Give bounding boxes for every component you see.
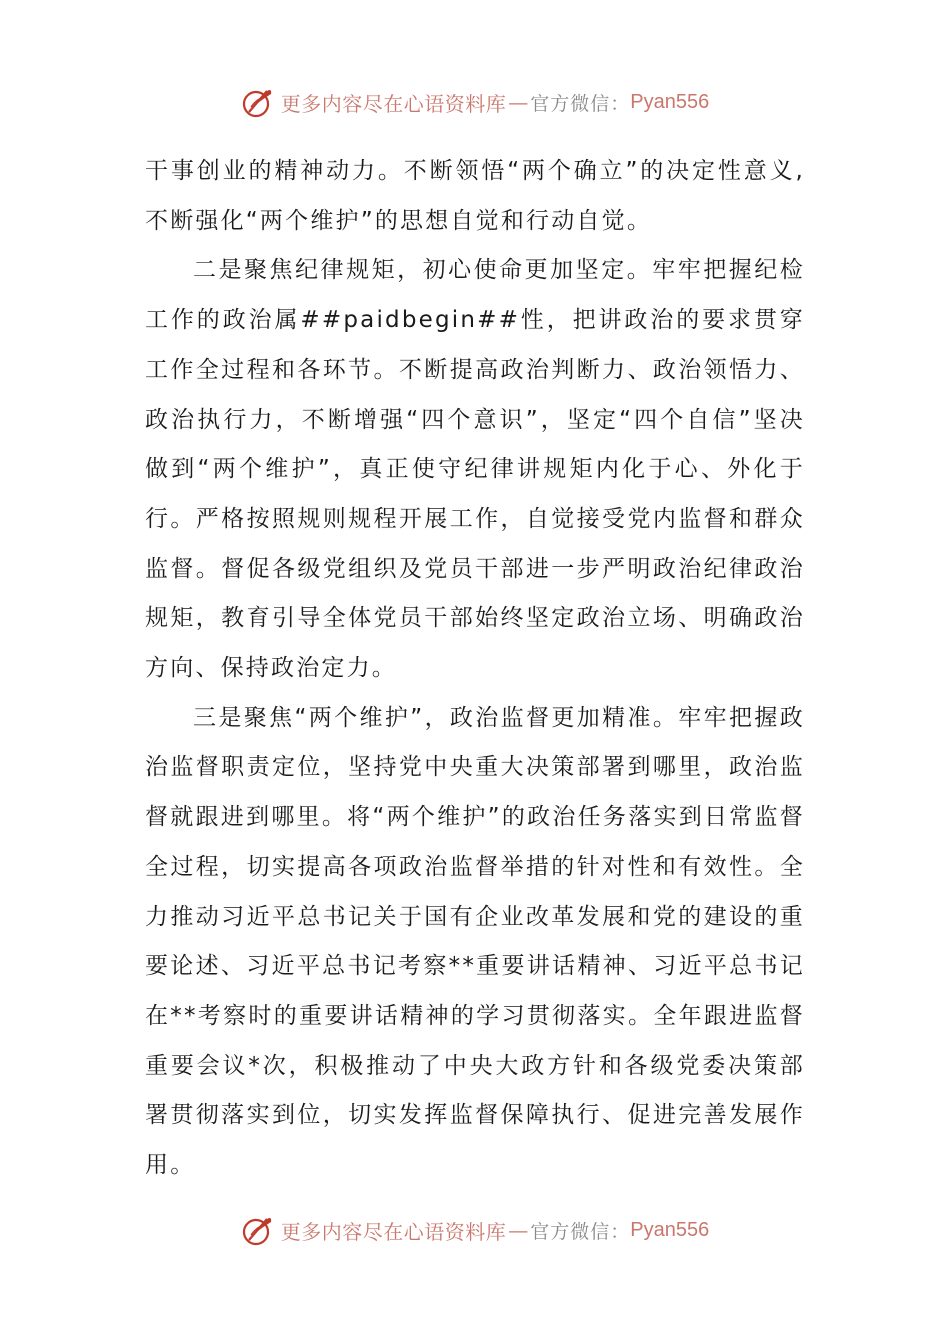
paragraph-2: 二是聚焦纪律规矩，初心使命更加坚定。牢牢把握纪检工作的政治属##paidbegin##性，把讲政治的要求贯穿工作全过程和各环节。不断提高政治判断力、政治领悟力、政治执行力，不断增强“四个意识”，坚定“四个自信”坚决做到“两个维护”，真正使守纪律讲规矩内化于心、外化于行。严格按照规则规程开展工作，自觉接受党内监督和群众监督。督促各级党组织及党员干部进一步严明政治纪律政治规矩，教育引导全体党员干部始终坚定政治立场、明确政治方向、保持政治定力。	[145, 257, 805, 682]
paragraph-1: 干事创业的精神动力。不断领悟“两个确立”的决定性意义,不断强化“两个维护”的思想自觉和行动自觉。	[145, 158, 805, 234]
document-body	[145, 147, 805, 1191]
footer-watermark	[0, 1208, 950, 1252]
quill-logo-icon	[241, 1213, 275, 1247]
footer-dash: —	[508, 1218, 529, 1242]
header-wechat-id: Pyan556	[630, 90, 710, 113]
quill-logo-icon	[241, 85, 275, 119]
footer-official-label: 官方微信：	[530, 1220, 631, 1243]
header-watermark	[0, 80, 950, 124]
header-brand: 更多内容尽在心语资料库	[280, 91, 507, 116]
header-dash: —	[508, 90, 529, 114]
header-official-label: 官方微信：	[530, 92, 631, 115]
paragraph-3: 三是聚焦“两个维护”，政治监督更加精准。牢牢把握政治监督职责定位，坚持党中央重大决策部署到哪里，政治监督就跟进到哪里。将“两个维护”的政治任务落实到日常监督全过程，切实提高各项政治监督举措的针对性和有效性。全力推动习近平总书记关于国有企业改革发展和党的建设的重要论述、习近平总书记考察**重要讲话精神、习近平总书记在**考察时的重要讲话精神的学习贯彻落实。全年跟进监督重要会议*次，积极推动了中央大政方针和各级党委决策部署贯彻落实到位，切实发挥监督保障执行、促进完善发展作用。	[145, 704, 805, 1179]
footer-brand: 更多内容尽在心语资料库	[280, 1219, 507, 1244]
footer-wechat-id: Pyan556	[630, 1218, 710, 1241]
